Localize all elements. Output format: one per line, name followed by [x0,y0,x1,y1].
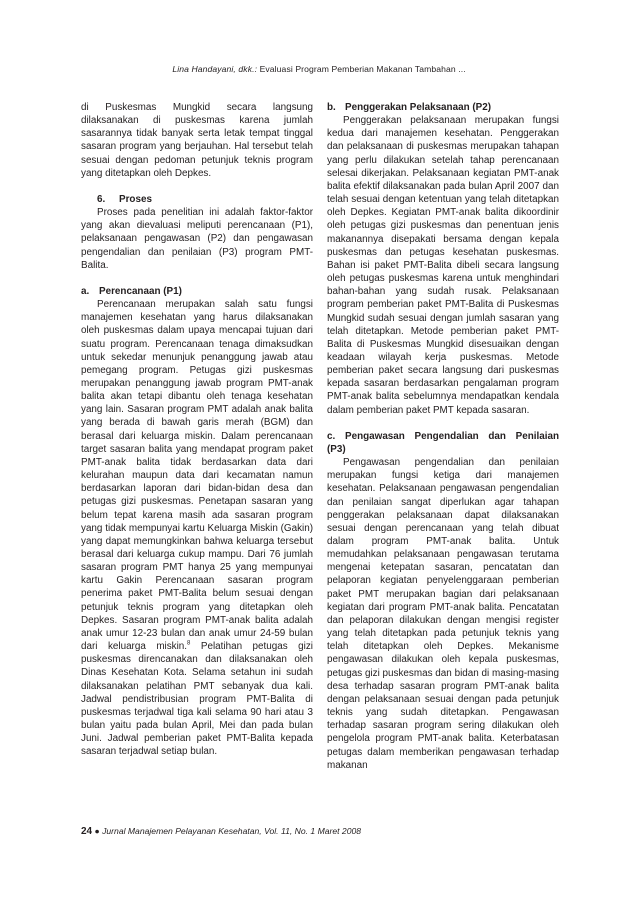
subsection-b-letter: b. [327,102,336,113]
paragraph-perencanaan [81,298,313,758]
subsection-b-title: Penggerakan Pelaksanaan (P2) [345,102,491,113]
subsection-c-letter: c. [327,430,336,442]
footer-bullet: ● [94,826,100,836]
subsection-c-title: Pengawasan Pengendalian dan Penilaian (P3) [327,430,559,455]
paragraph-perencanaan-part2: Pelatihan petugas gizi puskesmas direncanakan dan dilaksanakan oleh Dinas Kesehatan Kota. Selama setahun ini sudah dilaksanakan pelatihan PMT sebanyak dua kali. Jadwal pendistribusian program PMT-Balita di puskesmas terjadwal tiga kali selama 90 hari atau 3 bulan yaitu pada bulan April, Mei dan pada bulan Juni. Jadwal pemberian paket PMT-Balita kepada sasaran terjadwal setiap bulan. [81,641,313,758]
running-head-title: Evaluasi Program Pemberian Makanan Tambahan ... [259,64,466,74]
paragraph-perencanaan-part1: Perencanaan merupakan salah satu fungsi manajemen kesehatan yang harus dilaksanakan oleh puskesmas dalam upaya mencapai tujuan dari suatu program. Perencanaan tenaga dimaksudkan untuk sekedar menunjuk penanggung jawab atau pemegang program. Petugas gizi puskesmas merupakan penanggung jawab program PMT-anak balita akan tetapi dibantu oleh tenaga kesehatan yang lain. Sasaran program PMT adalah anak balita yang berada di bawah garis merah (BGM) dan berasal dari keluarga miskin. Dalam perencanaan target sasaran balita yang mendapat program paket PMT-anak balita tidak berdasarkan data dari kelurahan maupun data dari kecamatan namun berdasarkan laporan dari bidan-bidan desa dan petugas gizi puskesmas. Penetapan sasaran yang belum tepat karena masih ada sasaran program yang tidak mempunyai kartu Keluarga Miskin (Gakin) yang dapat memungkinkan bahwa keluarga tersebut berasal dari keluarga cukup mampu. Dari 76 jumlah sasaran program PMT hanya 25 yang mempunyai kartu Gakin Perencanaan sasaran program penerima paket PMT-Balita belum sesuai dengan petunjuk teknis program yang ditetapkan oleh Depkes. Sasaran program PMT-anak balita adalah anak umur 12-23 bulan dan anak umur 24-59 bulan dari keluarga miskin. [81,299,313,653]
subsection-b-heading [327,101,559,114]
running-head-authors: Lina Handayani, dkk.: [172,64,258,74]
running-head [0,64,638,74]
paragraph-pengawasan: Pengawasan pengendalian dan penilaian merupakan fungsi ketiga dari manajemen kesehatan. Pelaksanaan pengawasan pengendalian dan penilaian sangat diperlukan agar tahapan penggerakan pelaksanaan dapat dilaksanakan sesuai dengan perencanaan yang telah dibuat dalam program PMT-anak balita. Untuk memudahkan pelaksanaan pengawasan terutama mengenai ketepatan sasaran, pencatatan dan pelaporan kegiatan penyelenggaraan pemberian paket PMT merupakan bagian dari pelaksanaan kegiatan dari program PMT-anak balita. Pencatatan dan pelaporan dilakukan dengan mengisi register yang telah ditetapkan pada petunjuk teknis yang telah ditetapkan oleh Depkes. Mekanisme pengawasan dilakukan oleh kepala puskesmas, petugas gizi puskesmas dan bidan di masing-masing desa terhadap sasaran program PMT-anak balita dengan pelaksanaan sesuai dengan pada petunjuk teknis yang sudah ditetapkan. Pengawasan terhadap sasaran program sering dilakukan oleh pengelola program PMT-anak balita. Keterbatasan petugas dalam memberikan pengawasan terhadap makanan [327,457,559,771]
section-6-title: Proses [119,193,152,205]
left-column [81,101,313,759]
journal-citation: Jurnal Manajemen Pelayanan Kesehatan, Vol. 11, No. 1 Maret 2008 [102,826,362,836]
right-column [327,101,559,772]
section-6-heading [81,193,313,206]
subsection-a-heading [81,285,313,298]
page-footer [81,826,361,837]
paragraph-penggerakan: Penggerakan pelaksanaan merupakan fungsi kedua dari manajemen kesehatan. Penggerakan dan pelaksanaan di puskesmas merupakan tahapan yang perlu dilakukan setelah tahap perencanaan selesai dikerjakan. Pelaksanaan kegiatan PMT-anak balita efektif dilaksanakan pada bulan April 2007 dan telah sesuai dengan ketentuan yang telah ditetapkan oleh Depkes. Kegiatan PMT-anak balita dikoordinir oleh petugas gizi puskesmas dan penentuan jenis makanannya disepakati bersama dengan kepala puskesmas dan petugas kesehatan puskesmas. Bahan isi paket PMT-Balita dibeli secara langsung oleh petugas puskesmas karena untuk menghindari bahan-bahan yang sudah rusak. Pelaksanaan program pemberian paket PMT-Balita di Puskesmas Mungkid sudah sesuai dengan jumlah sasaran yang telah ditetapkan. Metode pemberian paket PMT-Balita di Puskesmas Mungkid disesuaikan dengan keadaan wilayah kerja puskesmas. Metode pemberian paket secara langsung dari puskesmas kepada sasaran berdasarkan pengalaman program PMT-anak balita sebelumnya mendapatkan kendala dalam pemberian paket PMT kepada sasaran. [327,115,559,416]
subsection-c-heading [327,430,559,456]
reference-superscript: 8 [187,640,191,647]
page-number: 24 [81,826,93,837]
subsection-a-title: Perencanaan (P1) [99,285,182,297]
paragraph-intro: di Puskesmas Mungkid secara langsung dilaksanakan di puskesmas karena jumlah sasarannya tidak banyak serta letak tempat tinggal sasaran program yang berjauhan. Hal tersebut telah sesuai dengan pedoman petunjuk teknis program yang ditetapkan oleh Depkes. [81,102,313,179]
subsection-a-letter: a. [81,285,90,297]
paragraph-proses: Proses pada penelitian ini adalah faktor-faktor yang akan dievaluasi meliputi perencanaan (P1), pelaksanaan pengawasan (P2) dan pengawasan pengendalian dan penilaian (P3) program PMT-Balita. [81,207,313,271]
section-6-number: 6. [97,193,106,205]
